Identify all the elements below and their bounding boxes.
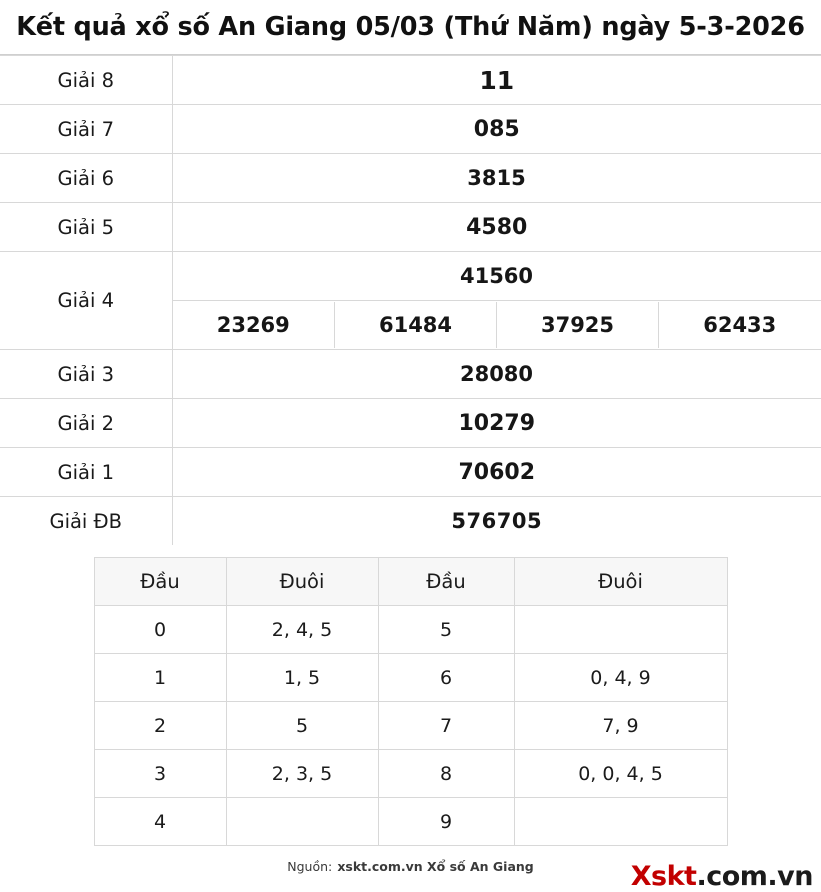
prize-value-8: 11 [172,56,821,105]
lottery-results-table [0,55,821,545]
prize-value-3-1: 28080 [172,350,821,399]
prize-label-1: Giải 1 [0,448,172,497]
head-tail-table [94,557,728,846]
head-value: 1 [94,654,226,702]
table-row [94,750,727,798]
tail-value: 5 [226,702,378,750]
prize-value-4-row2 [172,301,821,350]
head-value-2: 6 [378,654,514,702]
table-row-prize-4-first [0,252,821,301]
watermark-domain: .com.vn [696,861,813,892]
tail-value: 2, 3, 5 [226,750,378,798]
tail-value-2: 0, 4, 9 [514,654,727,702]
prize-value-4-4: 23269 [173,302,335,348]
tail-value-2: 0, 0, 4, 5 [514,750,727,798]
prize-value-1: 70602 [172,448,821,497]
page-title-bar [0,0,821,55]
head-value-2: 5 [378,606,514,654]
head-value-2: 9 [378,798,514,846]
prize-label-6: Giải 6 [0,154,172,203]
header-duoi-1: Đuôi [226,558,378,606]
footer [0,856,821,890]
header-dau-2: Đầu [378,558,514,606]
prize-value-4-1: 41560 [172,252,821,301]
prize-label-4: Giải 4 [0,252,172,350]
source-name-text: xskt.com.vn Xổ số An Giang [337,859,534,874]
prize-label-db: Giải ĐB [0,497,172,546]
head-value: 4 [94,798,226,846]
header-duoi-2: Đuôi [514,558,727,606]
table-row-prize-1 [0,448,821,497]
prize-label-3: Giải 3 [0,350,172,399]
table-row-prize-7 [0,105,821,154]
watermark-logo [631,861,813,892]
prize-value-db: 576705 [172,497,821,546]
table-row [94,798,727,846]
table-row-prize-8 [0,56,821,105]
table-row-prize-db [0,497,821,546]
prize-value-6-1: 3815 [172,154,821,203]
watermark-x: X [630,861,652,892]
table-row [94,654,727,702]
head-value: 0 [94,606,226,654]
prize-value-7: 085 [172,105,821,154]
table-row [94,606,727,654]
head-value: 3 [94,750,226,798]
table-row-prize-5 [0,203,821,252]
prize-value-2: 10279 [172,399,821,448]
header-dau-1: Đầu [94,558,226,606]
prize-value-5: 4580 [172,203,821,252]
prize-value-4-5: 61484 [335,302,497,348]
prize-value-4-7: 62433 [703,313,777,337]
prize-value-4-6: 37925 [497,302,659,348]
table-row [94,702,727,750]
tail-value-2: 7, 9 [514,702,727,750]
tail-value-2 [514,798,727,846]
tail-value [226,798,378,846]
watermark-skt: skt [651,861,697,892]
page-title: Kết quả xổ số An Giang 05/03 (Thứ Năm) ngày 5-3-2026 [16,12,805,42]
head-tail-section [0,557,821,846]
head-value-2: 7 [378,702,514,750]
table-row-prize-2 [0,399,821,448]
tail-value: 2, 4, 5 [226,606,378,654]
table-row-prize-3 [0,350,821,399]
prize-label-2: Giải 2 [0,399,172,448]
prize-label-8: Giải 8 [0,56,172,105]
head-value: 2 [94,702,226,750]
tail-value: 1, 5 [226,654,378,702]
tail-value-2 [514,606,727,654]
prize-label-5: Giải 5 [0,203,172,252]
table-row-prize-6 [0,154,821,203]
head-tail-header-row [94,558,727,606]
head-value-2: 8 [378,750,514,798]
prize-label-7: Giải 7 [0,105,172,154]
source-label: Nguồn: [287,859,333,874]
